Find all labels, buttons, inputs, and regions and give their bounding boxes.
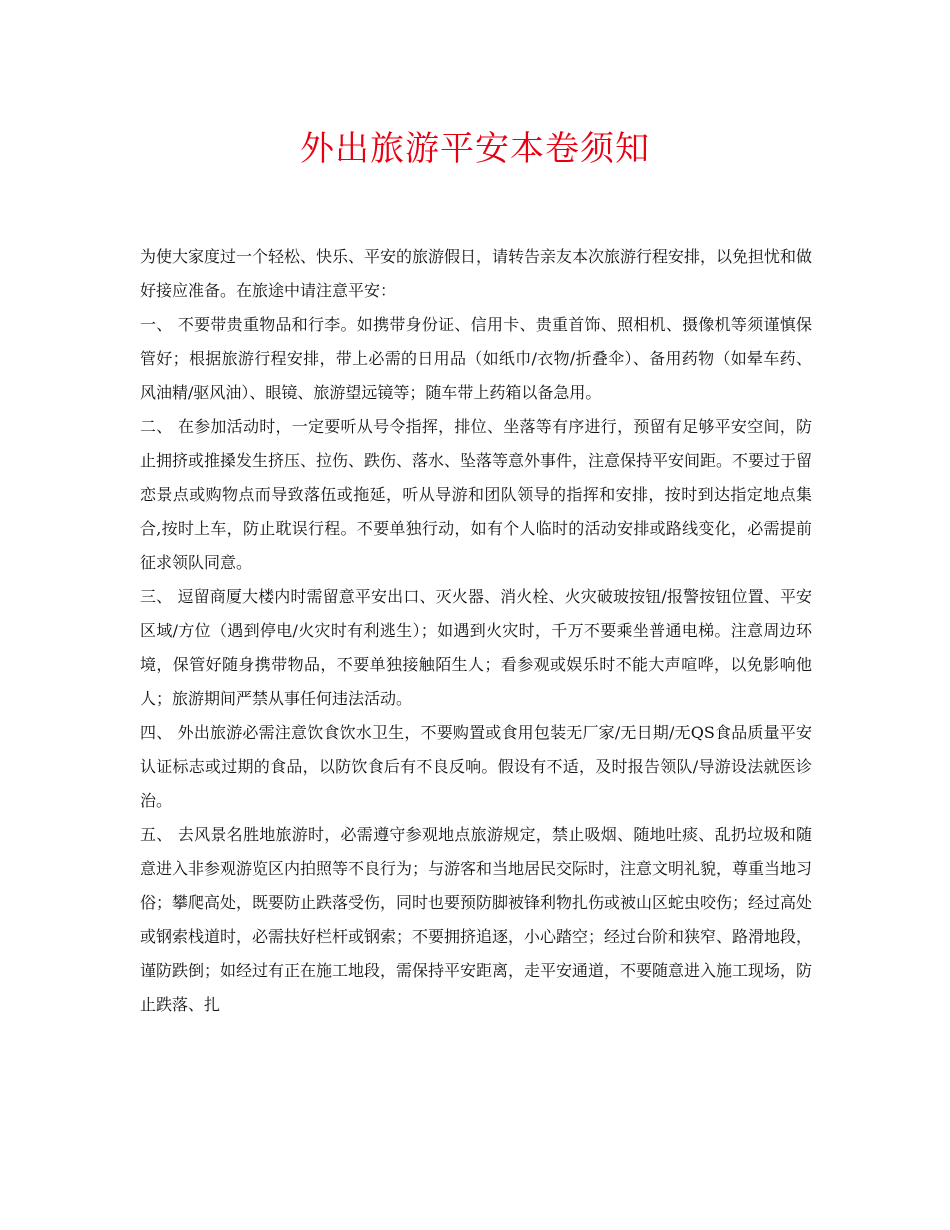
document-title: 外出旅游平安本卷须知 <box>300 129 650 169</box>
document-body <box>140 240 812 1022</box>
paragraph-5-scenic-spots: 五、 去风景名胜地旅游时，必需遵守参观地点旅游规定，禁止吸烟、随地吐痰、乱扔垃圾和随意进入非参观游览区内拍照等不良行为；与游客和当地居民交际时，注意文明礼貌，尊重当地习俗；攀爬高处，既要防止跌落受伤，同时也要预防脚被锋利物扎伤或被山区蛇虫咬伤；经过高处或钢索栈道时，必需扶好栏杆或钢索；不要拥挤追逐，小心踏空；经过台阶和狭窄、路滑地段，谨防跌倒；如经过有正在施工地段，需保持平安距离，走平安通道，不要随意进入施工现场，防止跌落、扎 <box>140 825 813 1014</box>
paragraph-3-buildings: 三、 逗留商厦大楼内时需留意平安出口、灭火器、消火栓、火灾破玻按钮/报警按钮位置、平安区域/方位（遇到停电/火灾时有利逃生）；如遇到火灾时，千万不要乘坐普通电梯。注意周边环境，保管好随身携带物品，不要单独接触陌生人；看参观或娱乐时不能大声喧哗，以免影响他人；旅游期间严禁从事任何违法活动。 <box>140 587 812 708</box>
paragraph-4-food: 四、 外出旅游必需注意饮食饮水卫生，不要购置或食用包装无厂家/无日期/无QS食品质量平安认证标志或过期的食品，以防饮食后有不良反响。假设有不适，及时报告领队/导游设法就医诊治。 <box>140 723 812 810</box>
paragraph-1-valuables: 一、 不要带贵重物品和行李。如携带身份证、信用卡、贵重首饰、照相机、摄像机等须谨慎保管好；根据旅游行程安排，带上必需的日用品（如纸巾/衣物/折叠伞）、备用药物（如晕车药、风油精/驱风油）、眼镜、旅游望远镜等；随车带上药箱以备急用。 <box>140 315 812 402</box>
intro-paragraph: 为使大家度过一个轻松、快乐、平安的旅游假日，请转告亲友本次旅游行程安排，以免担忧和做好接应准备。在旅途中请注意平安： <box>140 247 813 300</box>
paragraph-2-activities: 二、 在参加活动时，一定要听从号令指挥，排位、坐落等有序进行，预留有足够平安空间，防止拥挤或推搡发生挤压、拉伤、跌伤、落水、坠落等意外事件，注意保持平安间距。不要过于留恋景点或购物点而导致落伍或拖延，听从导游和团队领导的指挥和安排，按时到达指定地点集合,按时上车，防止耽误行程。不要单独行动，如有个人临时的活动安排或路线变化，必需提前征求领队同意。 <box>140 417 813 572</box>
